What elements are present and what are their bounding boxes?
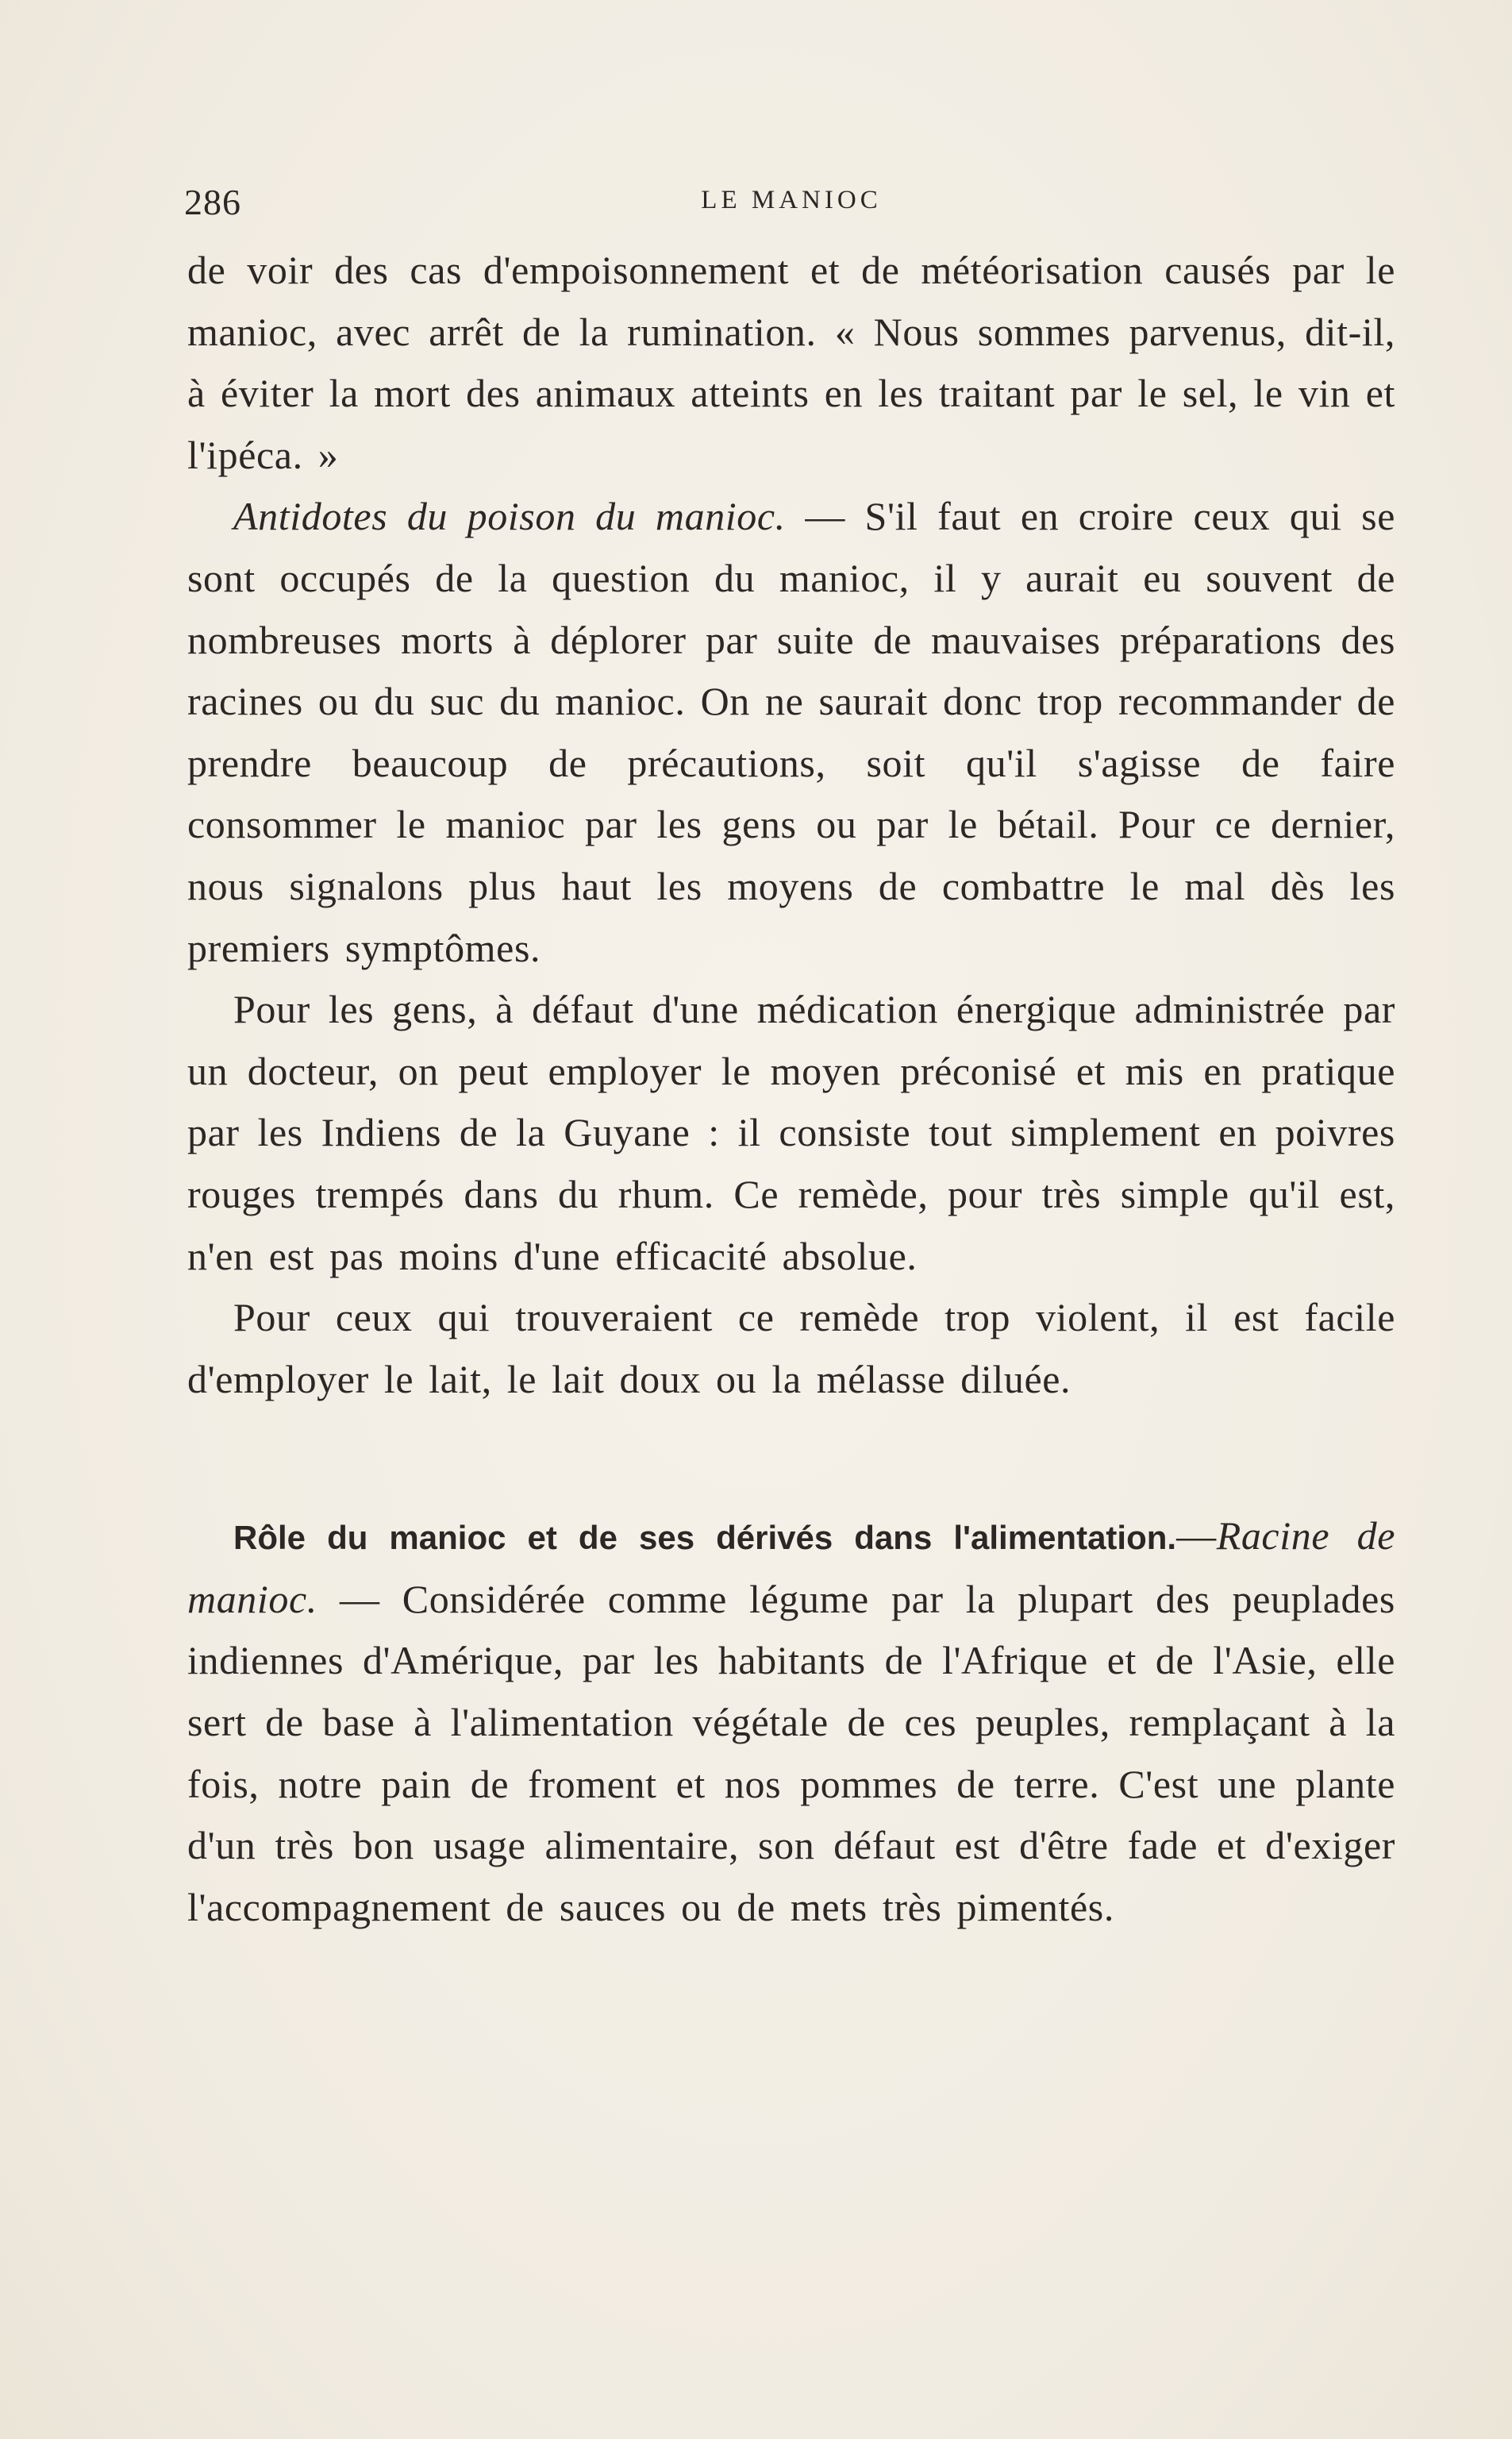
em-dash: —	[1176, 1513, 1217, 1559]
paragraph-remedy: Pour les gens, à défaut d'une médication énergique administrée par un docteur, on peut employer le moyen préconisé et mis en pratique par les Indiens de la Guyane : il consiste tout simplement en poivres rouges trempés dans du rhum. Ce remède, pour très simple qu'il est, n'en est pas moins d'une efficacité absolue.	[187, 987, 1395, 1278]
paragraph-alternative: Pour ceux qui trouveraient ce remède trop violent, il est facile d'employer le lait, le lait doux ou la mélasse diluée.	[187, 1295, 1395, 1401]
running-head: LE MANIOC	[701, 186, 882, 214]
em-dash: —	[317, 1576, 402, 1621]
section-gap	[187, 1410, 1395, 1505]
paragraph-continuation: de voir des cas d'empoisonnement et de météorisation causés par le manioc, avec arrêt de la rumination. « Nous sommes parvenus, dit-il, à éviter la mort des animaux atteints en les traitant par le sel, le vin et l'ipéca. »	[187, 248, 1395, 477]
paragraph-alimentation	[187, 1505, 1395, 1938]
em-dash: —	[785, 494, 865, 539]
subsection-title-racine: Racine de manioc.	[187, 1513, 1395, 1621]
page-number: 286	[184, 182, 241, 222]
paragraph-antidotes-body: S'il faut en croire ceux qui se sont occupés de la question du manioc, il y aurait eu souvent de nombreuses morts à déplorer par suite de mauvaises préparations des racines ou du suc du manioc. On ne saurait donc trop recommander de prendre beaucoup de précautions, soit qu'il s'agisse de faire consommer le manioc par les gens ou par le bétail. Pour ce dernier, nous signalons plus haut les moyens de combattre le mal dès les premiers symptômes.	[187, 494, 1395, 970]
body-text	[187, 240, 1395, 1938]
paragraph-alimentation-body: Considérée comme légume par la plupart des peuplades indiennes d'Amérique, par les habitants de l'Afrique et de l'Asie, elle sert de base à l'alimentation végétale de ces peuples, remplaçant à la fois, notre pain de froment et nos pommes de terre. C'est une plante d'un très bon usage alimentaire, son défaut est d'être fade et d'exiger l'accompagnement de sauces ou de mets très pimentés.	[187, 1576, 1395, 1929]
paragraph-antidotes	[187, 486, 1395, 979]
section-title-antidotes: Antidotes du poison du manioc.	[233, 494, 786, 539]
page-header	[184, 181, 1399, 229]
section-heading-alimentation: Rôle du manioc et de ses dérivés dans l'alimentation.	[233, 1519, 1177, 1557]
